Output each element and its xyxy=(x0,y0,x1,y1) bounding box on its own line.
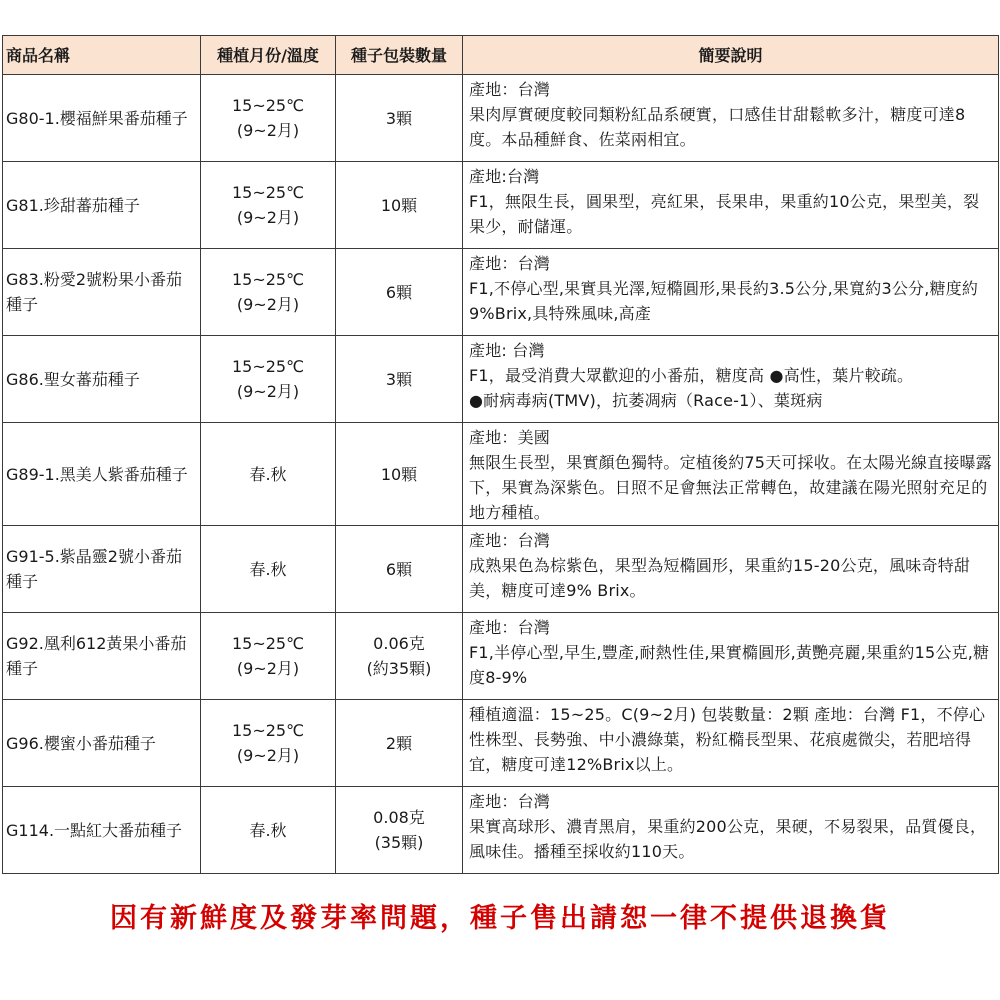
product-name-cell: G114.一點紅大番茄種子 xyxy=(3,787,201,874)
description-cell: 產地：台灣 成熟果色為棕紫色，果型為短橢圓形，果重約15-20公克，風味奇特甜美，糖度可達9% Brix。 xyxy=(463,526,999,613)
planting-temp-cell: 15~25℃ (9~2月) xyxy=(201,162,336,249)
description-cell: 種植適溫：15~25。C(9~2月) 包裝數量：2顆 產地：台灣 F1，不停心性株型、長勢強、中小濃綠葉，粉紅橢長型果、花痕處微尖，若肥培得宜，糖度可達12%Brix以上。 xyxy=(463,700,999,787)
description-cell: 產地：美國 無限生長型，果實顏色獨特。定植後約75天可採收。在太陽光線直接曝露下，果實為深紫色。日照不足會無法正常轉色，故建議在陽光照射充足的地方種植。 xyxy=(463,423,999,526)
table-header-row xyxy=(3,36,999,75)
product-name-cell: G92.凰利612黃果小番茄種子 xyxy=(3,613,201,700)
header-product-name: 商品名稱 xyxy=(3,36,201,75)
seed-quantity-cell: 2顆 xyxy=(336,700,463,787)
product-name-cell: G89-1.黑美人紫番茄種子 xyxy=(3,423,201,526)
description-cell: 產地:台灣 F1，無限生長，圓果型，亮紅果，長果串，果重約10公克，果型美，裂果少，耐儲運。 xyxy=(463,162,999,249)
product-name-cell: G83.粉愛2號粉果小番茄種子 xyxy=(3,249,201,336)
description-cell: 產地: 台灣 F1，最受消費大眾歡迎的小番茄，糖度高 ●高性，葉片較疏。 ●耐病毒病(TMV)，抗萎凋病（Race-1）、葉斑病 xyxy=(463,336,999,423)
description-cell: 產地：台灣 果實高球形、濃青黑肩，果重約200公克，果硬，不易裂果，品質優良，風味佳。播種至採收約110天。 xyxy=(463,787,999,874)
table-row xyxy=(3,249,999,336)
planting-temp-cell: 15~25℃ (9~2月) xyxy=(201,700,336,787)
planting-temp-cell: 春.秋 xyxy=(201,423,336,526)
table-row xyxy=(3,526,999,613)
table-row xyxy=(3,700,999,787)
planting-temp-cell: 春.秋 xyxy=(201,526,336,613)
header-planting-temp: 種植月份/溫度 xyxy=(201,36,336,75)
table-row xyxy=(3,336,999,423)
seed-quantity-cell: 0.06克 (約35顆) xyxy=(336,613,463,700)
product-name-cell: G86.聖女蕃茄種子 xyxy=(3,336,201,423)
planting-temp-cell: 15~25℃ (9~2月) xyxy=(201,336,336,423)
table-row xyxy=(3,162,999,249)
planting-temp-cell: 15~25℃ (9~2月) xyxy=(201,249,336,336)
planting-temp-cell: 15~25℃ (9~2月) xyxy=(201,613,336,700)
seed-quantity-cell: 3顆 xyxy=(336,75,463,162)
description-cell: 產地：台灣 F1,不停心型,果實具光澤,短橢圓形,果長約3.5公分,果寬約3公分,糖度約9%Brix,具特殊風味,高產 xyxy=(463,249,999,336)
description-cell: 產地：台灣 果肉厚實硬度較同類粉紅品系硬實，口感佳甘甜鬆軟多汁，糖度可達8度。本品種鮮食、佐菜兩相宜。 xyxy=(463,75,999,162)
seed-quantity-cell: 3顆 xyxy=(336,336,463,423)
planting-temp-cell: 15~25℃ (9~2月) xyxy=(201,75,336,162)
product-name-cell: G80-1.櫻福鮮果番茄種子 xyxy=(3,75,201,162)
table-row xyxy=(3,423,999,526)
seed-product-table xyxy=(2,35,999,874)
seed-quantity-cell: 6顆 xyxy=(336,249,463,336)
table-row xyxy=(3,613,999,700)
header-description: 簡要說明 xyxy=(463,36,999,75)
seed-quantity-cell: 0.08克 (35顆) xyxy=(336,787,463,874)
description-cell: 產地：台灣 F1,半停心型,早生,豐產,耐熱性佳,果實橢圓形,黃艷亮麗,果重約15公克,糖度8-9% xyxy=(463,613,999,700)
seed-quantity-cell: 6顆 xyxy=(336,526,463,613)
product-name-cell: G96.櫻蜜小番茄種子 xyxy=(3,700,201,787)
no-return-notice: 因有新鮮度及發芽率問題，種子售出請恕一律不提供退換貨 xyxy=(110,903,890,934)
product-name-cell: G91-5.紫晶靈2號小番茄種子 xyxy=(3,526,201,613)
seed-quantity-cell: 10顆 xyxy=(336,423,463,526)
table-row xyxy=(3,75,999,162)
table-row xyxy=(3,787,999,874)
seed-quantity-cell: 10顆 xyxy=(336,162,463,249)
header-seed-quantity: 種子包裝數量 xyxy=(336,36,463,75)
planting-temp-cell: 春.秋 xyxy=(201,787,336,874)
product-name-cell: G81.珍甜蕃茄種子 xyxy=(3,162,201,249)
